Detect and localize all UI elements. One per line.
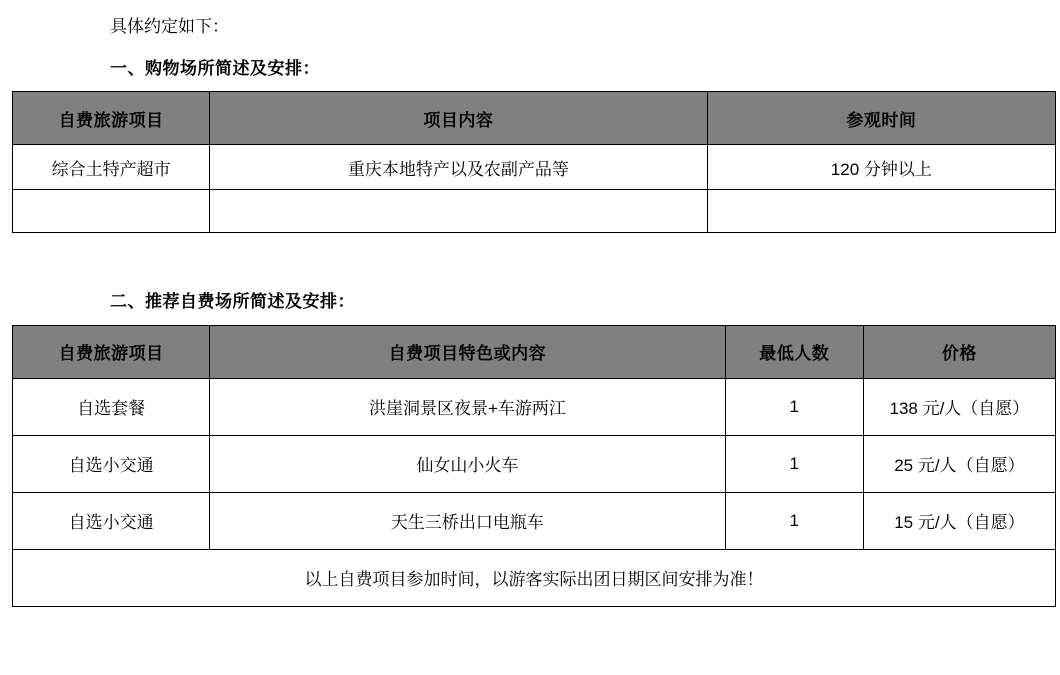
cell-min-people: 1	[725, 378, 863, 435]
cell-feature: 天生三桥出口电瓶车	[210, 492, 725, 549]
table-row	[13, 435, 1056, 492]
section-heading-optional: 二、推荐自费场所简述及安排：	[110, 292, 355, 311]
cell-project: 自选套餐	[13, 378, 210, 435]
table-row	[13, 492, 1056, 549]
cell-duration	[707, 190, 1055, 233]
cell-feature: 仙女山小火车	[210, 435, 725, 492]
cell-price: 138 元/人（自愿）	[863, 378, 1055, 435]
column-header-duration: 参观时间	[707, 92, 1055, 145]
cell-min-people: 1	[725, 492, 863, 549]
intro-text: 具体约定如下：	[110, 17, 229, 36]
cell-project	[13, 190, 210, 233]
cell-project: 自选小交通	[13, 435, 210, 492]
cell-project: 自选小交通	[13, 492, 210, 549]
cell-project: 综合土特产超市	[13, 145, 210, 190]
cell-duration: 120 分钟以上	[707, 145, 1055, 190]
section-heading-shopping: 一、购物场所简述及安排：	[110, 58, 320, 78]
column-header-feature: 自费项目特色或内容	[210, 325, 725, 378]
cell-feature: 洪崖洞景区夜景+车游两江	[210, 378, 725, 435]
section-spacer	[0, 233, 1060, 273]
table-row	[13, 378, 1056, 435]
cell-content: 重庆本地特产以及农副产品等	[210, 145, 707, 190]
cell-price: 25 元/人（自愿）	[863, 435, 1055, 492]
table-row	[13, 190, 1056, 233]
table-header-row	[13, 92, 1056, 145]
table-header-row	[13, 325, 1056, 378]
table-footer-row	[13, 549, 1056, 606]
footer-note: 以上自费项目参加时间，以游客实际出团日期区间安排为准！	[13, 549, 1056, 606]
shopping-table	[12, 91, 1056, 233]
cell-content	[210, 190, 707, 233]
optional-activities-table	[12, 325, 1056, 607]
cell-price: 15 元/人（自愿）	[863, 492, 1055, 549]
column-header-project: 自费旅游项目	[13, 92, 210, 145]
column-header-project: 自费旅游项目	[13, 325, 210, 378]
column-header-min-people: 最低人数	[725, 325, 863, 378]
column-header-content: 项目内容	[210, 92, 707, 145]
table-row	[13, 145, 1056, 190]
column-header-price: 价格	[863, 325, 1055, 378]
cell-min-people: 1	[725, 435, 863, 492]
